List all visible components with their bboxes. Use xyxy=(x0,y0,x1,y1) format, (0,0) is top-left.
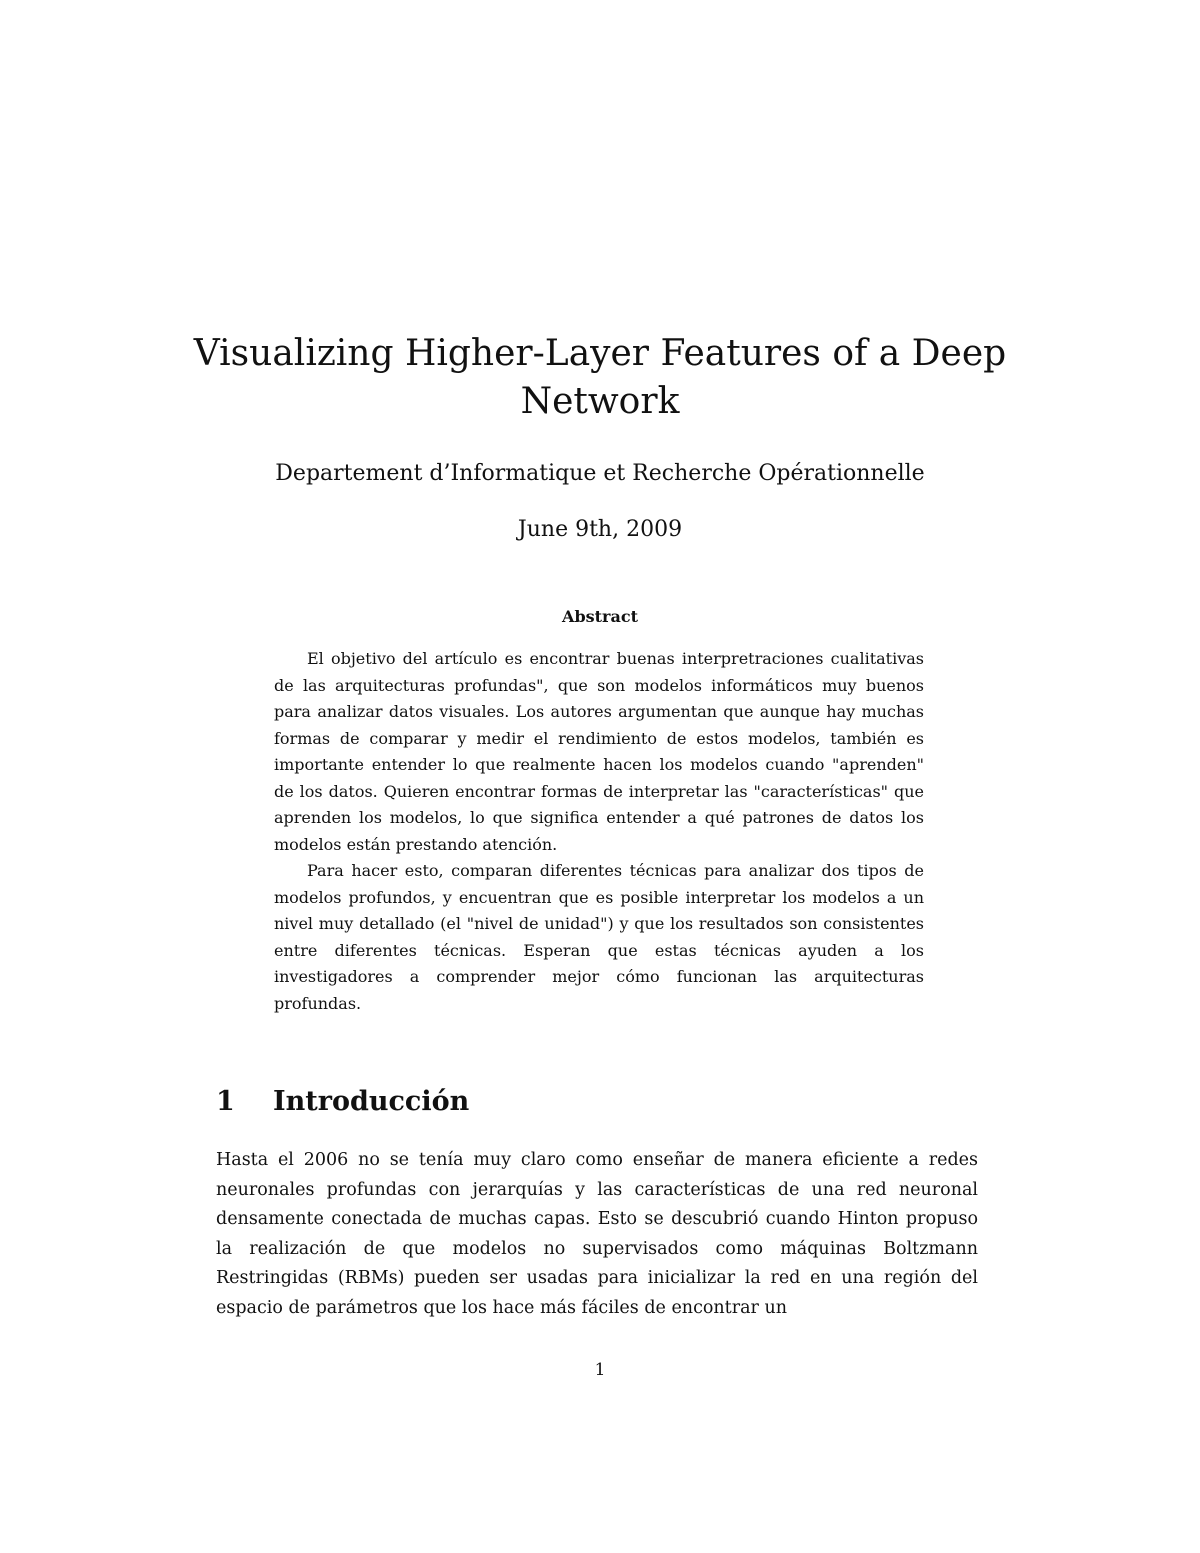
abstract-paragraph-2: Para hacer esto, comparan diferentes técnicas para analizar dos tipos de modelos profundos, y encuentran que es posible interpretar los modelos a un nivel muy detallado (el "nivel de unidad") y que los resultados son consistentes entre diferentes técnicas. Esperan que estas técnicas ayuden a los investigadores a comprender mejor cómo funcionan las arquitecturas profundas. xyxy=(274,861,924,1013)
section-title: Introducción xyxy=(273,1086,470,1117)
section-number: 1 xyxy=(216,1086,235,1117)
paper-title: Visualizing Higher-Layer Features of a Deep Network xyxy=(193,333,1007,422)
abstract-body xyxy=(274,646,924,1017)
author-affiliation: Departement d’Informatique et Recherche Opérationnelle xyxy=(275,461,925,486)
page-number: 1 xyxy=(594,1360,606,1380)
abstract-heading: Abstract xyxy=(562,607,638,626)
introduction-paragraph: Hasta el 2006 no se tenía muy claro como enseñar de manera eficiente a redes neuronales profundas con jerarquías y las características de una red neuronal densamente conectada de muchas capas. Esto se descubrió cuando Hinton propuso la realización de que modelos no supervisados como máquinas Boltzmann Restringidas (RBMs) pueden ser usadas para inicializar la red en una región del espacio de parámetros que los hace más fáciles de encontrar un xyxy=(216,1150,978,1318)
publication-date: June 9th, 2009 xyxy=(517,517,683,542)
section-heading-introduccion xyxy=(216,1082,1016,1122)
abstract-paragraph-1: El objetivo del artículo es encontrar buenas interpretraciones cualitativas de las arquitecturas profundas", que son modelos informáticos muy buenos para analizar datos visuales. Los autores argumentan que aunque hay muchas formas de comparar y medir el rendimiento de estos modelos, también es importante entender lo que realmente hacen los modelos cuando "aprenden" de los datos. Quieren encontrar formas de interpretar las "características" que aprenden los modelos, lo que significa entender a qué patrones de datos los modelos están prestando atención. xyxy=(274,649,924,854)
